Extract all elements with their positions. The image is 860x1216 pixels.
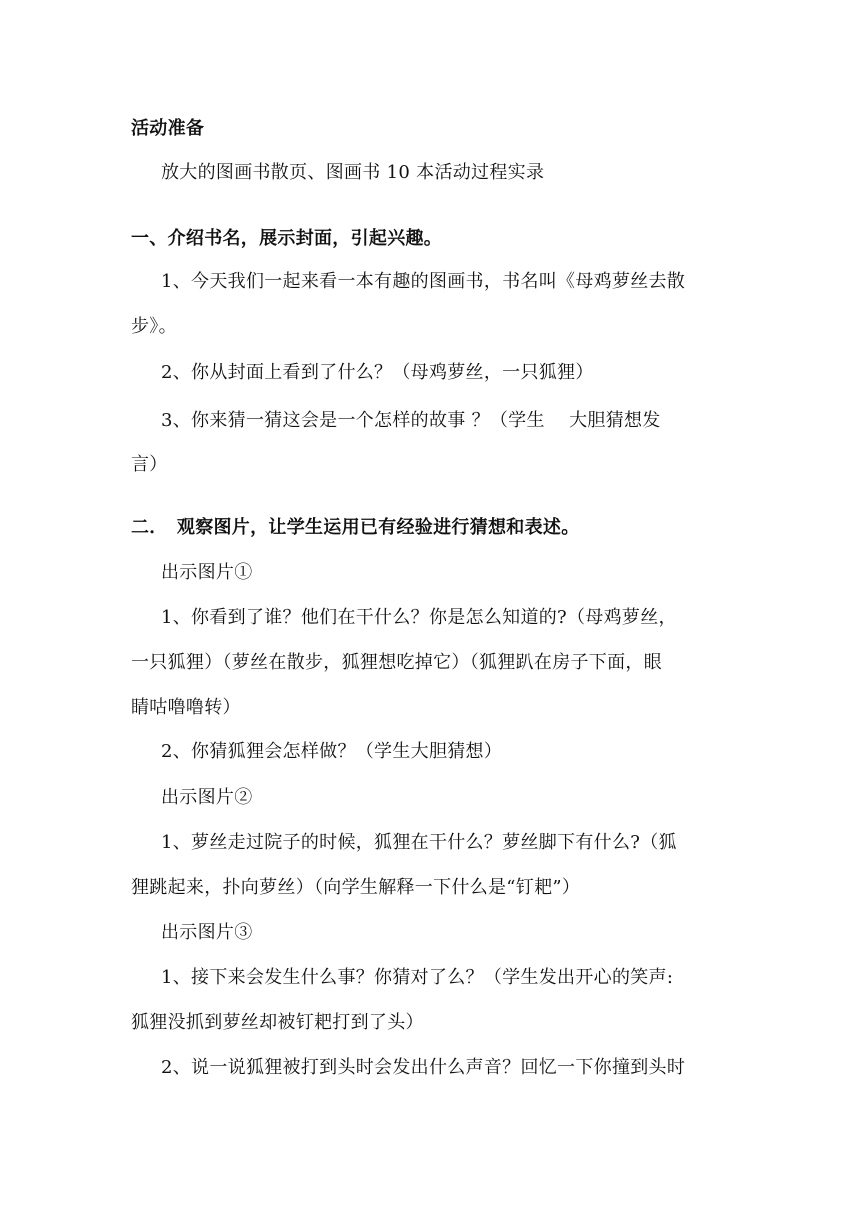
pic2-label: 出示图片②: [161, 787, 253, 808]
prep-materials: 放大的图画书散页、图画书 10 本活动过程实录: [161, 162, 545, 183]
pic1-q1-line1: 1、你看到了谁？他们在干什么？你是怎么知道的?（母鸡萝丝，: [161, 607, 677, 628]
section1-heading: 一、介绍书名，展示封面，引起兴趣。: [131, 228, 443, 249]
section2-heading: 二． 观察图片，让学生运用已有经验进行猜想和表述。: [131, 517, 580, 538]
pic2-q1-line2: 狸跳起来，扑向萝丝）（向学生解释一下什么是“钉耙”）: [131, 877, 581, 898]
section1-item3-line2: 言）: [131, 454, 168, 475]
pic3-q1-line2: 狐狸没抓到萝丝却被钉耙打到了头）: [131, 1012, 424, 1033]
pic1-label: 出示图片①: [161, 562, 253, 583]
section1-item1-line2: 步》。: [131, 316, 177, 337]
pic3-label: 出示图片③: [161, 922, 253, 943]
pic1-q2: 2、你猜狐狸会怎样做？（学生大胆猜想）: [161, 741, 503, 762]
pic1-q1-line3: 睛咕噜噜转）: [131, 697, 241, 718]
pic3-q2-line1: 2、说一说狐狸被打到头时会发出什么声音？回忆一下你撞到头时: [161, 1057, 686, 1078]
pic2-q1-line1: 1、萝丝走过院子的时候，狐狸在干什么？萝丝脚下有什么?（狐: [161, 832, 677, 853]
section1-item1-line1: 1、今天我们一起来看一本有趣的图画书，书名叫《母鸡萝丝去散: [161, 271, 686, 292]
section1-item2: 2、你从封面上看到了什么？（母鸡萝丝，一只狐狸）: [161, 362, 594, 383]
pic1-q1-line2: 一只狐狸）（萝丝在散步，狐狸想吃掉它）（狐狸趴在房子下面，眼: [131, 652, 662, 673]
prep-heading: 活动准备: [131, 118, 205, 139]
section1-item3-line1: 3、你来猜一猜这会是一个怎样的故事 ？（学生 大胆猜想发: [161, 410, 661, 431]
pic3-q1-line1: 1、接下来会发生什么事？你猜对了么？（学生发出开心的笑声:: [161, 967, 674, 988]
